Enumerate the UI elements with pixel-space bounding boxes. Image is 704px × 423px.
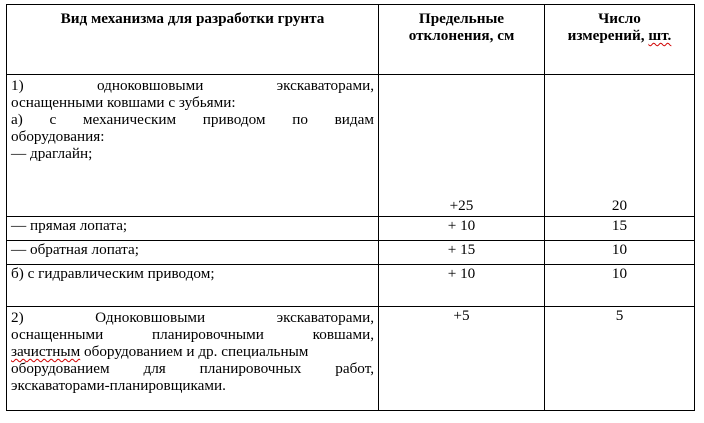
mechanism-cell [7, 241, 379, 265]
header-line-2 [549, 27, 690, 44]
table-row [7, 307, 695, 411]
text-line: оборудования: [11, 128, 105, 145]
header-mechanism-type [7, 5, 379, 75]
header-line: отклонения, см [408, 27, 515, 44]
text-fragment: оборудованием и др. специальным [80, 343, 309, 360]
deviation-cell: +5 [379, 307, 545, 411]
count-cell: 10 [545, 241, 695, 265]
text-line: экскаваторами-планировщиками. [11, 377, 226, 394]
deviation-cell: + 10 [379, 265, 545, 307]
text-line: оборудованием для планировочных работ, [11, 360, 374, 377]
count-cell: 10 [545, 265, 695, 307]
count-cell: 5 [545, 307, 695, 411]
deviation-cell: +25 [379, 75, 545, 217]
count-cell: 15 [545, 217, 695, 241]
header-line: Число [598, 10, 641, 27]
text-line: а) с механическим приводом по видам [11, 111, 374, 128]
requirements-table [6, 4, 695, 411]
text-line: 2) Одноковшовыми экскаваторами, [11, 309, 374, 326]
count-cell: 20 [545, 75, 695, 217]
text-line: оснащенными планировочными ковшами, [11, 326, 374, 343]
deviation-cell: + 15 [379, 241, 545, 265]
table-row [7, 75, 695, 217]
mechanism-cell [7, 265, 379, 307]
header-line: измерений, [567, 27, 649, 44]
table-row [7, 217, 695, 241]
table-row [7, 265, 695, 307]
mechanism-cell [7, 217, 379, 241]
table-header-row [7, 5, 695, 75]
table-row [7, 241, 695, 265]
text-line: 1) одноковшовыми экскаваторами, [11, 77, 374, 94]
text-line: — прямая лопата; [11, 217, 128, 234]
text-line: оснащенными ковшами с зубьями: [11, 94, 236, 111]
header-unit: шт. [648, 27, 672, 44]
text-line-3 [11, 343, 374, 360]
text-line: — обратная лопата; [11, 241, 139, 258]
header-count [545, 5, 695, 75]
deviation-cell: + 10 [379, 217, 545, 241]
text-fragment: зачистным [11, 343, 81, 360]
header-line: Предельные [418, 10, 505, 27]
text-line: б) с гидравлическим приводом; [11, 265, 215, 282]
mechanism-cell [7, 75, 379, 217]
mechanism-cell [7, 307, 379, 411]
text-line: — драглайн; [11, 145, 93, 162]
header-deviation [379, 5, 545, 75]
header-line: Вид механизма для разработки грунта [60, 10, 325, 27]
